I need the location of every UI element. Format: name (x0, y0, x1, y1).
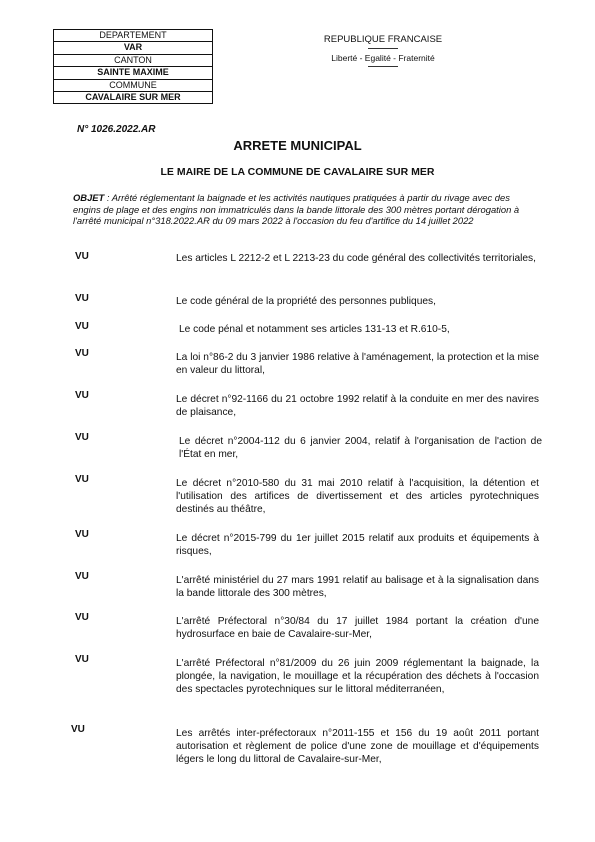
vu-text: Le code pénal et notamment ses articles 131-13 et R.610-5, (179, 324, 450, 335)
objet-label: OBJET (73, 192, 105, 203)
vu-text: Le décret n°2010-580 du 31 mai 2010 relatif à l'acquisition, la détention et l'utilisation des artifices de divertissement et des articles pyrotechniques destinés au théâtre, (176, 478, 539, 516)
republic-header (318, 34, 448, 71)
republic-title: REPUBLIQUE FRANCAISE (323, 34, 443, 45)
vu-label: VU (75, 474, 89, 485)
arrete-number: N° 1026.2022.AR (77, 124, 156, 135)
vu-text: L'arrêté Préfectoral n°81/2009 du 26 juin 2009 réglementant la baignade, la plongée, la navigation, le mouillage et la récupération des déchets à l'occasion des spectacles pyrotechniques sur le littoral méditerranéen, (176, 658, 539, 696)
vu-label: VU (71, 724, 85, 735)
vu-text: L'arrêté Préfectoral n°30/84 du 17 juillet 1984 portant la création d'une hydrosurface en baie de Cavalaire-sur-Mer, (176, 616, 539, 641)
arrete-title: ARRETE MUNICIPAL (233, 138, 362, 153)
maire-title: LE MAIRE DE LA COMMUNE DE CAVALAIRE SUR MER (160, 166, 435, 178)
administrative-header-box (53, 29, 213, 104)
vu-text: Les arrêtés inter-préfectoraux n°2011-155 et 156 du 19 août 2011 portant autorisation et règlement de police d'une zone de mouillage et d'équipements légers le long du littoral de Cavalaire-sur-Mer, (176, 728, 539, 766)
vu-text: L'arrêté ministériel du 27 mars 1991 relatif au balisage et à la signalisation dans la bande littorale des 300 mètres, (176, 575, 539, 600)
admin-departement-value: VAR (54, 42, 212, 54)
vu-label: VU (75, 612, 89, 623)
vu-label: VU (75, 654, 89, 665)
header-divider (368, 66, 398, 67)
objet-paragraph (73, 192, 539, 227)
vu-text: Le code général de la propriété des personnes publiques, (176, 296, 436, 307)
admin-canton-label: CANTON (54, 55, 212, 67)
vu-text: Le décret n°2004-112 du 6 janvier 2004, relatif à l'organisation de l'action de l'État en mer, (179, 436, 542, 461)
admin-commune-label: COMMUNE (54, 80, 212, 92)
vu-label: VU (75, 293, 89, 304)
vu-text: Les articles L 2212-2 et L 2213-23 du code général des collectivités territoriales, (176, 253, 536, 264)
vu-label: VU (75, 251, 89, 262)
vu-label: VU (75, 390, 89, 401)
objet-text: : Arrêté réglementant la baignade et les activités nautiques pratiquées à partir du rivage avec des engins de plage et des engins non immatriculés dans la bande littorale des 300 mètres portant dérogation à l'arrêté municipal n°318.2022.AR du 09 mars 2022 à l'occasion du feu d'artifice du 14 juillet 2022 (73, 192, 520, 227)
vu-text: La loi n°86-2 du 3 janvier 1986 relative à l'aménagement, la protection et la mise en valeur du littoral, (176, 352, 539, 377)
republic-motto: Liberté - Egalité - Fraternité (331, 53, 435, 63)
vu-label: VU (75, 529, 89, 540)
vu-label: VU (75, 571, 89, 582)
vu-label: VU (75, 348, 89, 359)
header-divider (368, 48, 398, 49)
vu-text: Le décret n°92-1166 du 21 octobre 1992 relatif à la conduite en mer des navires de plaisance, (176, 394, 539, 419)
vu-label: VU (75, 432, 89, 443)
vu-text: Le décret n°2015-799 du 1er juillet 2015 relatif aux produits et équipements à risques, (176, 533, 539, 558)
admin-commune-value: CAVALAIRE SUR MER (85, 91, 181, 102)
admin-departement-label: DEPARTEMENT (54, 30, 212, 42)
vu-label: VU (75, 321, 89, 332)
admin-canton-value: SAINTE MAXIME (54, 67, 212, 79)
